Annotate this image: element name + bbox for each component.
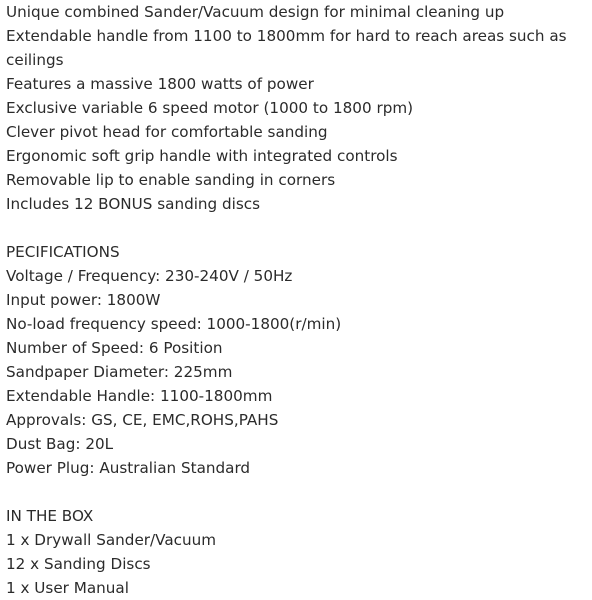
feature-line: Features a massive 1800 watts of power (6, 75, 314, 93)
product-description (6, 0, 586, 600)
specifications-section (6, 240, 586, 480)
spec-line: Dust Bag: 20L (6, 435, 114, 453)
features-list (6, 0, 586, 216)
specifications-heading: PECIFICATIONS (6, 243, 120, 261)
feature-line: Extendable handle from 1100 to 1800mm for hard to reach areas such as ceilings (6, 27, 567, 69)
spec-line: Voltage / Frequency: 230-240V / 50Hz (6, 267, 293, 285)
box-item-line: 1 x User Manual (6, 579, 129, 597)
section-gap (6, 480, 586, 504)
spec-line: Power Plug: Australian Standard (6, 459, 251, 477)
spec-line: Input power: 1800W (6, 291, 161, 309)
feature-line: Unique combined Sander/Vacuum design for minimal cleaning up (6, 3, 505, 21)
in-the-box-section (6, 504, 586, 600)
feature-line: Removable lip to enable sanding in corners (6, 171, 336, 189)
feature-line: Ergonomic soft grip handle with integrated controls (6, 147, 398, 165)
section-gap (6, 216, 586, 240)
box-item-line: 1 x Drywall Sander/Vacuum (6, 531, 217, 549)
feature-line: Includes 12 BONUS sanding discs (6, 195, 261, 213)
spec-line: Extendable Handle: 1100-1800mm (6, 387, 273, 405)
spec-line: No-load frequency speed: 1000-1800(r/min) (6, 315, 342, 333)
feature-line: Exclusive variable 6 speed motor (1000 to 1800 rpm) (6, 99, 414, 117)
spec-line: Number of Speed: 6 Position (6, 339, 223, 357)
spec-line: Approvals: GS, CE, EMC,ROHS,PAHS (6, 411, 279, 429)
box-item-line: 12 x Sanding Discs (6, 555, 151, 573)
in-the-box-heading: IN THE BOX (6, 507, 94, 525)
feature-line: Clever pivot head for comfortable sanding (6, 123, 328, 141)
spec-line: Sandpaper Diameter: 225mm (6, 363, 233, 381)
